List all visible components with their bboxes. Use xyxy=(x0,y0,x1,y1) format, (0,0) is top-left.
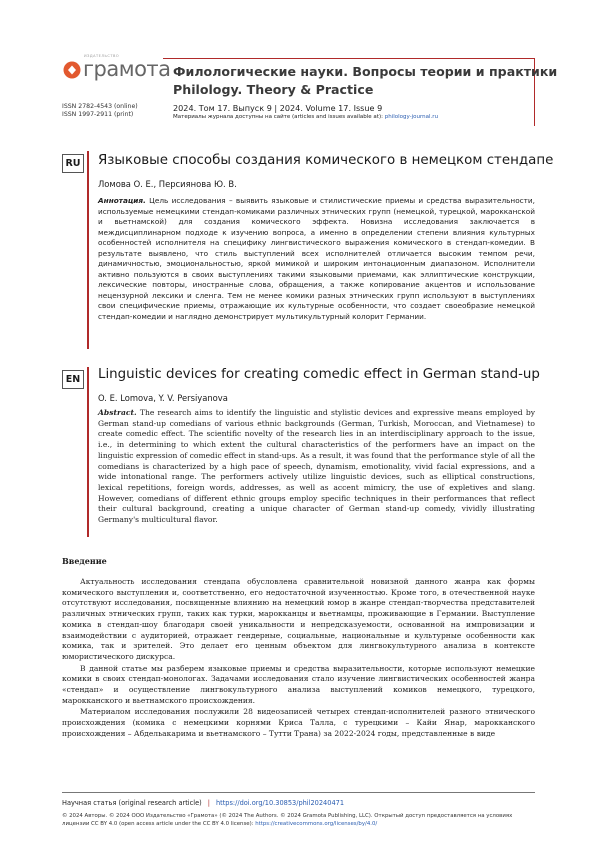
footer-separator: | xyxy=(207,799,210,807)
license-link[interactable]: https://creativecommons.org/licenses/by/4.0/ xyxy=(255,820,378,827)
authors-en: O. E. Lomova, Y. V. Persiyanova xyxy=(98,393,228,403)
journal-availability xyxy=(173,114,438,120)
intro-body xyxy=(62,577,535,741)
abstract-ru-text: Цель исследования – выявить языковые и стилистические приемы и средства выразительности, используемые немецкими стендап-комиками различных этнических групп (немецкой, турецкой, марокканской и вьетнамской) для создания комического эффекта. Новизна исследования заключается в междисциплинарном подходе к изучению вопроса, а именно в определении степени влияния культурных особенностей исполнителя на специфику лингвистического выражения комического в стендап-комедии. В результате выявлено, что стиль выступлений всех исполнителей отличается высоким темпом речи, динамичностью, эмоциональностью, яркой мимикой и широким интонационным диапазоном. Исполнители активно пользуются в своих выступлениях такими языковыми приемами, как эллиптические конструкции, лексические повторы, иностранные слова, обращения, а также копирование акцентов и использование нецензурной лексики и сленга. Тем не менее комики разных этнических групп используют в выступлениях свои специфические приемы, отражающие их культурные особенности, что создает своеобразие немецкой стендап-комедии и наглядно демонстрирует мультикультурный колорит Германии. xyxy=(98,196,535,321)
footer-license xyxy=(62,813,535,828)
issn-block xyxy=(62,103,138,119)
ru-accent-line xyxy=(87,151,89,349)
gramota-logo-icon xyxy=(62,60,82,80)
journal-url-link[interactable]: philology-journal.ru xyxy=(384,114,439,120)
en-accent-line xyxy=(87,367,89,537)
intro-paragraph-3: Материалом исследования послужили 28 видеозаписей четырех стендап-исполнителей разного этнического происхождения (комика с немецкими корнями Криса Талла, с турецкими – Кайи Янар, марокканского происхождения – Абдельакарима и вьетнамского – Тутти Трана) за 2022-2024 годы, представленные в виде xyxy=(62,707,535,738)
section-heading-intro: Введение xyxy=(62,556,107,566)
doi-link[interactable]: https://doi.org/10.30853/phil20240471 xyxy=(215,799,345,807)
intro-paragraph-2: В данной статье мы разберем языковые приемы и средства выразительности, которые используют немецкие комики в своих стендап-монологах. Задачами исследования стало изучение лингвистических особенностей жанра «стендап» и осуществление лингвокультурного анализа выступлений комиков немецкого, турецкого, марокканского и вьетнамского происхождения. xyxy=(62,663,535,705)
abstract-en xyxy=(98,408,535,526)
issn-print: ISSN 1997-2911 (print) xyxy=(62,111,134,118)
abstract-en-text: The research aims to identify the linguistic and stylistic devices and expressive means employed by German stand-up comedians of various ethnic backgrounds (German, Turkish, Moroccan, and Vietnamese) to create comedic effect. The scientific novelty of the research lies in an interdisciplinary approach to the issue, i.e., in determining to which extent the cultural characteristics of the performers have an impact on the linguistic expression of comedic effect in stand-ups. As a result, it was found that the performance style of all the comedians is characterized by a high pace of speech, dynamism, emotionality, vivid facial expressions, and a wide intonational range. The performers actively utilize linguistic devices, such as elliptical constructions, lexical repetitions, foreign words, addresses, as well as accent mimicry, the use of expletives and slang. However, comedians of different ethnic groups employ specific techniques in their performances that reflect their cultural background, creating a unique character of German stand-up comedy, vividly illustrating Germany's multicultural flavor. xyxy=(98,408,536,525)
abstract-ru-lead: Аннотация. xyxy=(98,196,146,205)
article-title-ru: Языковые способы создания комического в немецком стендапе xyxy=(98,153,554,168)
footer-article-info xyxy=(62,799,344,807)
license-text: © 2024 Авторы. © 2024 ООО Издательство «Грамота» (© 2024 The Authors. © 2024 Gramota Publishing, LLC). Открытый доступ предоставляется на условиях лицензии CC BY 4.0 (open access article under the CC BY 4.0 license): xyxy=(62,813,513,827)
intro-paragraph-1: Актуальность исследования стендапа обусловлена сравнительной новизной данного жанра как формы комического выступления и, соответственно, его недостаточной изученностью. Кроме того, в отечественной науке отсутствуют исследования, посвященные влиянию на немецкий юмор в жанре стендап-творчества представителей различных этнических групп, таких как турки, марокканцы и вьетнамцы, проживающие в Германии. Выступление комика в стендап-шоу благодаря своей уникальности и непредсказуемости, основанной на импровизации и взаимодействии с аудиторией, отражает гендерные, социальные, национальные и культурные особенности как комика, так и зрителей. Это делает его ценным объектом для лингвокультурного анализа в контексте юмористического дискурса. xyxy=(62,577,535,661)
journal-volume: 2024. Том 17. Выпуск 9 | 2024. Volume 17. Issue 9 xyxy=(173,103,383,113)
issn-online: ISSN 2782-4543 (online) xyxy=(62,103,138,110)
abstract-en-lead: Abstract. xyxy=(98,408,137,417)
logo-tagline: ИЗДАТЕЛЬСТВО xyxy=(84,54,120,58)
journal-title-ru: Филологические науки. Вопросы теории и практики xyxy=(173,64,558,79)
publisher-logo xyxy=(62,54,171,88)
journal-title-en: Philology. Theory & Practice xyxy=(173,82,374,97)
lang-badge-en: EN xyxy=(62,370,84,389)
footer-divider xyxy=(62,792,535,793)
availability-text: Материалы журнала доступны на сайте (articles and issues available at): xyxy=(173,114,385,120)
article-title-en: Linguistic devices for creating comedic effect in German stand-up xyxy=(98,367,540,382)
abstract-ru xyxy=(98,196,535,322)
article-type: Научная статья (original research article) xyxy=(62,799,202,807)
authors-ru: Ломова О. Е., Персиянова Ю. В. xyxy=(98,179,237,189)
lang-badge-ru: RU xyxy=(62,154,84,173)
logo-wordmark: грамота xyxy=(83,57,171,81)
